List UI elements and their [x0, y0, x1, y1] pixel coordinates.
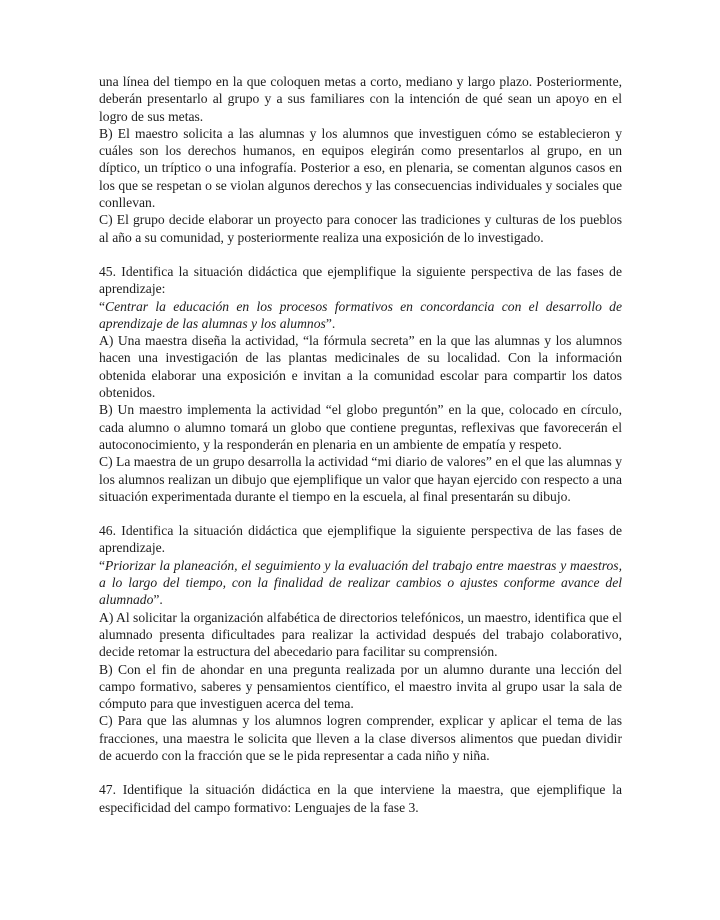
question-47-stem: 47. Identifique la situación didáctica en la que interviene la maestra, que ejemplifique la especificidad del campo formativo: Lenguajes de la fase 3.	[99, 782, 622, 815]
document-page	[99, 73, 622, 816]
question-46-quote-text: Priorizar la planeación, el seguimiento y la evaluación del trabajo entre maestras y maestros, a lo largo del tiempo, con la finalidad de realizar cambios o ajustes conforme avance del alumnado	[99, 557, 622, 608]
question-45-stem: 45. Identifica la situación didáctica que ejemplifique la siguiente perspectiva de las fases de aprendizaje:	[99, 263, 622, 297]
question-46-quote	[99, 557, 622, 609]
question-45	[99, 263, 622, 505]
question-46-stem: 46. Identifica la situación didáctica que ejemplifique la siguiente perspectiva de las fases de aprendizaje.	[99, 523, 622, 556]
question-46-option-b: B) Con el fin de ahondar en una pregunta realizada por un alumno durante una lección del campo formativo, saberes y pensamientos científico, el maestro invita al grupo usar la sala de cómputo para que investiguen acerca del tema.	[99, 661, 622, 712]
option-c: C) El grupo decide elaborar un proyecto para conocer las tradiciones y culturas de los pueblos al año a su comunidad, y posteriormente realiza una exposición de lo investigado.	[99, 212, 622, 245]
question-46-option-c: C) Para que las alumnas y los alumnos logren comprender, explicar y aplicar el tema de las fracciones, una maestra le solicita que lleven a la clase diversos alimentos que puedan dividir de acuerdo con la fracción que se le pida representar a cada niño y niña.	[99, 713, 622, 763]
quote-close-mark: ”.	[153, 592, 163, 608]
quote-open-mark: “	[99, 557, 106, 573]
question-45-quote-text: Centrar la educación en los procesos formativos en concordancia con el desarrollo de aprendizaje de las alumnas y los alumnos	[99, 298, 622, 331]
option-a-continuation: una línea del tiempo en la que coloquen metas a corto, mediano y largo plazo. Posteriormente, deberán presentarlo al grupo y a sus familiares con la intención de qué sean un apoyo en el logro de sus metas.	[99, 74, 622, 124]
option-b: B) El maestro solicita a las alumnas y los alumnos que investiguen cómo se establecieron y cuáles son los derechos humanos, en equipos elegirán como presentarlos al grupo, en un díptico, un tríptico o una infografía. Posterior a eso, en plenaria, se comentan algunos casos en los que se respetan o se violan algunos derechos y las consecuencias individuales y sociales que conllevan.	[99, 125, 622, 211]
question-45-quote	[99, 298, 622, 333]
quote-close-mark: ”.	[325, 315, 336, 331]
previous-question-options	[99, 73, 622, 246]
quote-open-mark: “	[99, 298, 106, 314]
question-46	[99, 522, 622, 764]
question-46-option-a: A) Al solicitar la organización alfabética de directorios telefónicos, un maestro, identifica que el alumnado presenta dificultades para realizar la actividad después del trabajo colaborativo, decide retomar la estructura del abecedario para facilitar su comprensión.	[99, 609, 622, 660]
question-45-option-c: C) La maestra de un grupo desarrolla la actividad “mi diario de valores” en el que las alumnas y los alumnos realizan un dibujo que ejemplifique un valor que hayan ejercido con respecto a una situación experimentada durante el tiempo en la escuela, al final presentarán su dibujo.	[99, 454, 622, 504]
question-47	[99, 781, 622, 816]
question-45-option-b: B) Un maestro implementa la actividad “el globo preguntón” en la que, colocado en círculo, cada alumno o alumno tomará un globo que contiene preguntas, reflexivas que favorecerán el autoconocimiento, y la responderán en plenaria en un ambiente de empatía y respeto.	[99, 402, 622, 452]
question-45-option-a: A) Una maestra diseña la actividad, “la fórmula secreta” en la que las alumnas y los alumnos hacen una investigación de las plantas medicinales de su localidad. Con la información obtenida elaborar una exposición e invitan a la comunidad escolar para compartir los datos obtenidos.	[99, 333, 622, 401]
